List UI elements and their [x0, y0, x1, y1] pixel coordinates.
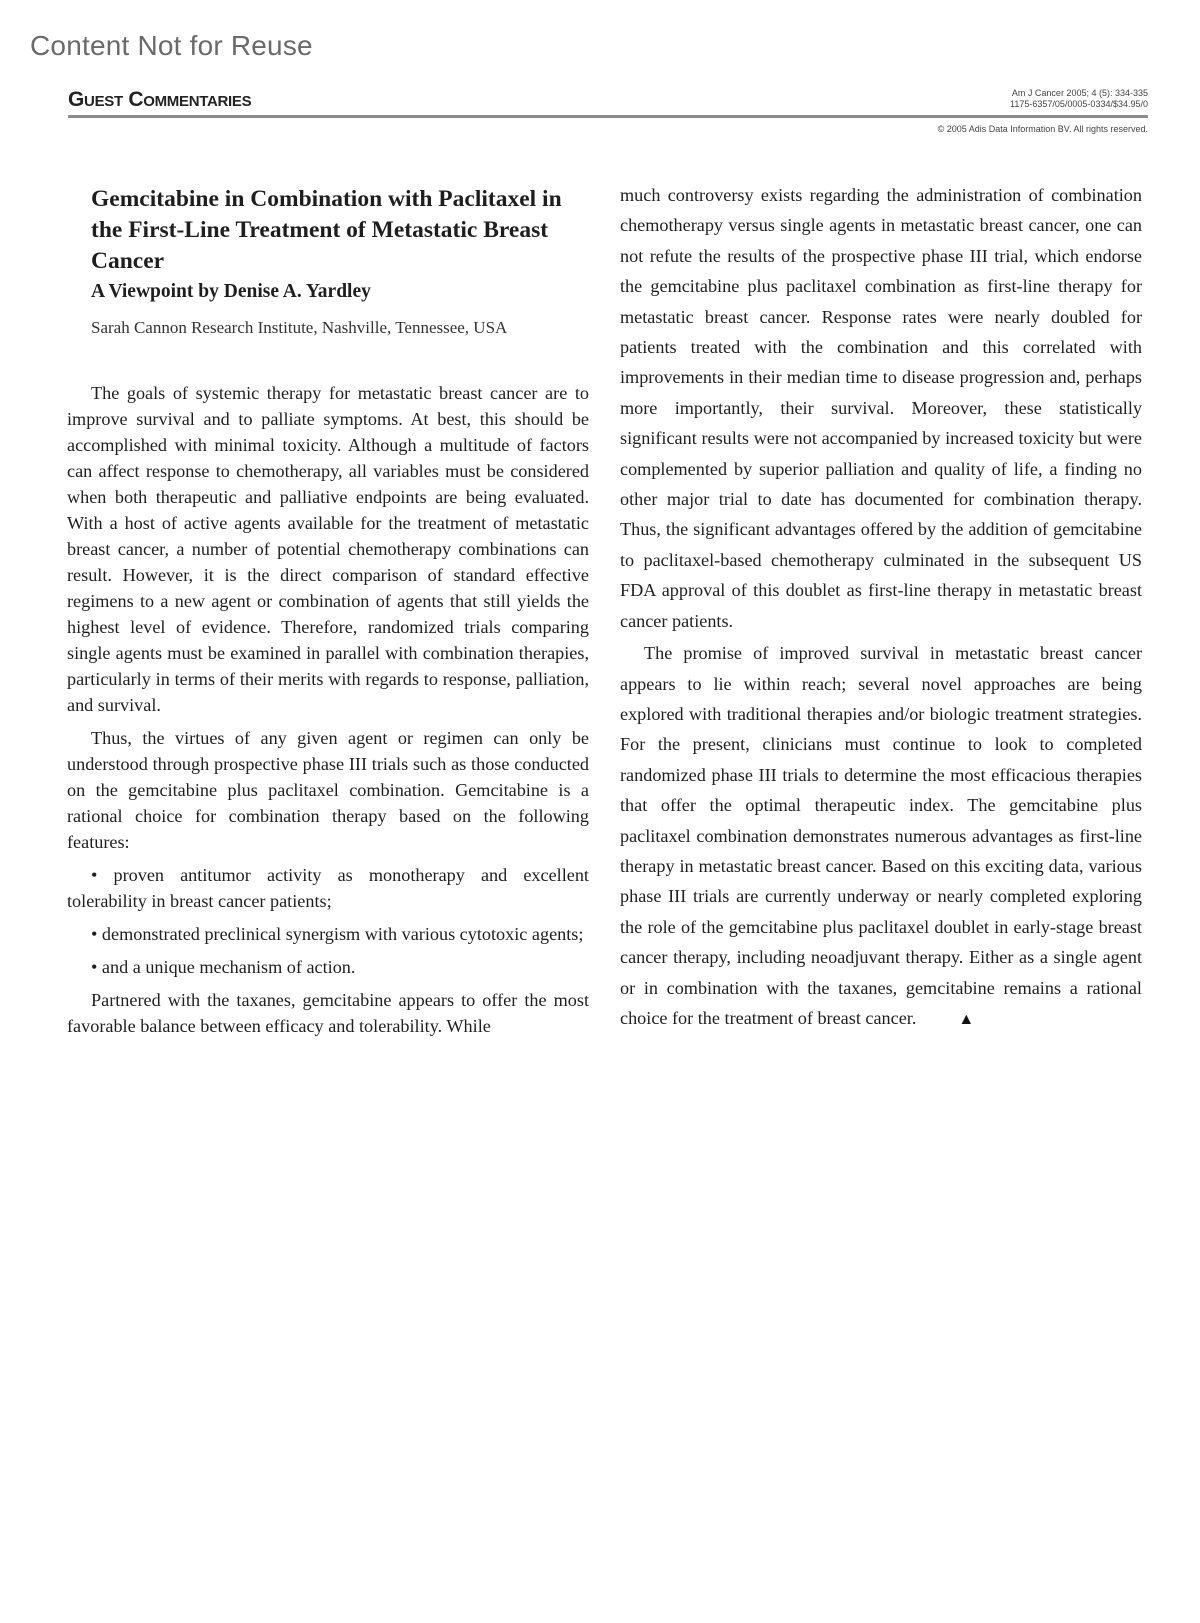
- article-title: Gemcitabine in Combination with Paclitaxel in the First-Line Treatment of Metastatic Breast Cancer: [91, 186, 562, 274]
- left-column: [67, 180, 589, 1039]
- article-byline: A Viewpoint by Denise A. Yardley: [91, 281, 371, 302]
- end-of-article-triangle-icon: ▲: [958, 1010, 975, 1028]
- author-affiliation: Sarah Cannon Research Institute, Nashville, Tennessee, USA: [91, 318, 508, 337]
- bullet-item: • demonstrated preclinical synergism with various cytotoxic agents;: [91, 924, 584, 944]
- journal-line-2: 1175-6357/05/0005-0334/$34.95/0: [1010, 99, 1148, 109]
- bullet-item: • and a unique mechanism of action.: [91, 957, 356, 977]
- paragraph-conclusion: [620, 638, 1142, 1035]
- paragraph-features: Thus, the virtues of any given agent or regimen can only be understood through prospective phase III trials such as those conducted on the gemcitabine plus paclitaxel combination. Gemcitabine is a rational choice for combination therapy based on the following features:: [67, 728, 589, 852]
- section-label: Guest Commentaries: [68, 88, 252, 111]
- paragraph-intro: The goals of systemic therapy for metastatic breast cancer are to improve survival and to palliate symptoms. At best, this should be accomplished with minimal toxicity. Although a multitude of factors can affect response to chemotherapy, all variables must be considered when both therapeutic and palliative endpoints are being evaluated. With a host of active agents available for the treatment of metastatic breast cancer, a number of potential chemotherapy combinations can result. However, it is the direct comparison of standard effective regimens to a new agent or combination of agents that still yields the highest level of evidence. Therefore, randomized trials comparing single agents must be examined in parallel with combination therapies, particularly in terms of their merits with regards to response, palliation, and survival.: [67, 383, 589, 715]
- watermark-text: Content Not for Reuse: [30, 30, 313, 61]
- header-rule: [68, 115, 1148, 118]
- bullet-item: • proven antitumor activity as monotherapy and excellent tolerability in breast cancer patients;: [67, 865, 589, 911]
- right-column: [620, 180, 1142, 1035]
- copyright-notice: © 2005 Adis Data Information BV. All rights reserved.: [937, 124, 1148, 134]
- journal-citation: [1010, 88, 1148, 110]
- journal-line-1: Am J Cancer 2005; 4 (5): 334-335: [1011, 88, 1148, 98]
- paragraph-partnered-continued: much controversy exists regarding the administration of combination chemotherapy versus single agents in metastatic breast cancer, one can not refute the results of the prospective phase III trial, which endorse the gemcitabine plus paclitaxel combination as first-line therapy for metastatic breast cancer. Response rates were nearly doubled for patients treated with the combination and this correlated with improvements in their median time to disease progression and, perhaps more importantly, their survival. Moreover, these statistically significant results were not accompanied by increased toxicity but were complemented by superior palliation and quality of life, a finding no other major trial to date has documented for combination therapy. Thus, the significant advantages offered by the addition of gemcitabine to paclitaxel-based chemotherapy culminated in the subsequent US FDA approval of this doublet as first-line therapy in metastatic breast cancer patients.: [620, 185, 1142, 631]
- paragraph-partnered-start: Partnered with the taxanes, gemcitabine appears to offer the most favorable balance between efficacy and tolerability. While: [67, 990, 589, 1036]
- paragraph-conclusion-text: The promise of improved survival in metastatic breast cancer appears to lie within reach; several novel approaches are being explored with traditional therapies and/or biologic treatment strategies. For the present, clinicians must continue to look to completed randomized phase III trials to determine the most efficacious therapies that offer the optimal therapeutic index. The gemcitabine plus paclitaxel combination demonstrates numerous advantages as first-line therapy in metastatic breast cancer. Based on this exciting data, various phase III trials are currently underway or nearly completed exploring the role of the gemcitabine plus paclitaxel doublet in early-stage breast cancer therapy, including neoadjuvant therapy. Either as a single agent or in combination with the taxanes, gemcitabine remains a rational choice for the treatment of breast cancer.: [620, 643, 1142, 1028]
